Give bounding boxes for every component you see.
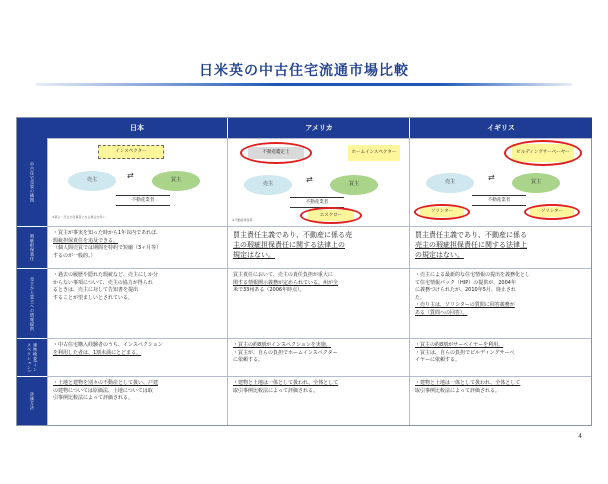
text-line: ・建物と土地は一体として扱われ、全体として [233,380,339,386]
seller-ellipse: 売主 [244,175,292,195]
text-line: を利用した者は、1割未満にとどまる。 [53,349,142,356]
text-line: 関する情報開示義務が定められている。州が全 [233,279,339,286]
comparison-table [16,117,592,426]
text-line: の建物については原価法、土地については取 [53,387,153,394]
exchange-arrow-icon: ⇄ [488,173,495,182]
text-line: るときは、売主に対して告知書を提出 [53,287,139,293]
text-line: ある（質問への回答）。 [415,309,468,316]
text-line: ・過去の履歴や隠れた瑕疵など、売主にしか分 [53,272,159,278]
row-label-inspection: 建物検査(インスペクション) [17,338,47,376]
agent-box: 不動産業者 [290,197,344,208]
diagram-uk [409,138,591,226]
text-line: て住宅情報パック（HIP）の提供が、2004年 [415,279,516,286]
text-line: することが望ましいとされている。 [53,294,134,301]
warranty-us [227,226,409,268]
exchange-arrow-icon: ⇄ [306,175,313,184]
header-corner [17,118,47,138]
appraiser-highlight [240,142,312,164]
inspection-uk [409,338,591,376]
disclosure-us [227,268,409,338]
text-line: ・売主による最新的な住宅情報の提出を義務化とし [415,272,531,278]
text-line: 買主責任において、売主の責任負担が重大に [233,272,333,278]
valuation-uk [409,376,591,425]
row-label-valuation: 評価方法 [17,376,47,425]
text-line: 買主責任主義であり、不動産に係る売 [233,231,352,239]
text-line: ・買主が、自らの負担でホームインスペクター [233,349,338,356]
seller-ellipse: 売主 [68,171,116,191]
page-number: 4 [578,433,582,440]
text-line: ・買主の約8割がインスペクションを実施。 [233,342,331,348]
text-line: ・買主が事実を知った時から1年以内であれば、 [53,230,162,236]
appraiser-box: 不動産鑑定士 [248,147,304,159]
text-line: からない事項について、売主の協力が得られ [53,279,153,286]
column-header-us: アメリカ [227,118,410,138]
text-line: ・建物と土地は一体として扱われ、全体として [415,380,521,386]
solicitor-right-box: ソリシター [530,207,574,217]
home-inspector-box: ホームインスペクター [348,145,400,161]
text-line: 瑕疵担保責任を追及できる。 [53,237,119,244]
text-line: 売主の瑕疵担保責任に関する法律上 [415,241,527,249]
solicitor-left-box: ソリシター [420,207,464,217]
buyer-ellipse: 買主 [330,175,378,195]
page-title: 日米英の中古住宅流通市場比較 [199,63,409,79]
text-line: 買主責任主義であり、不動産に係る [415,231,527,239]
warranty-uk [409,226,591,268]
text-line: ・買主の約8割がサーベイヤーを利用。 [415,342,504,348]
exchange-arrow-icon: ⇄ [127,171,134,180]
text-line: た。 [415,294,426,301]
text-line: （個人間売買では期間を特約で短縮（3ヶ月等） [53,245,162,251]
valuation-japan [47,376,227,425]
solicitor-right-highlight [524,204,580,220]
diagram-note: ※不動産業者等 [232,218,253,222]
diagram-note: ※買主・売主が当事者となる場合が多い [52,215,106,219]
row-label-disclosure: 売主から買主への情報提供 [17,268,47,338]
text-line: 規定はない。 [233,251,275,259]
text-line: 主の瑕疵担保責任に関する法律上の [233,241,345,249]
buyer-ellipse: 買主 [512,173,560,193]
text-line: ・土地と建物を別々の不動産として扱い、戸建 [53,380,159,386]
row-label-structure: 中古住宅売買の構図 [17,138,47,226]
disclosure-uk [409,268,591,338]
text-line: するのが一般的。） [53,252,96,259]
agent-box: 不動産業者 [116,195,170,206]
inspection-us [227,338,409,376]
diagram-us [227,138,409,226]
column-header-japan: 日本 [47,118,227,138]
escrow-highlight [300,207,362,224]
agent-box: 不動産業者 [472,195,526,206]
text-line: の規定はない。 [415,251,464,259]
seller-ellipse: 売主 [426,173,474,193]
text-line: 取引事例比較法によって評価される。 [415,387,501,394]
text-line: 米で33州ある（2006年時点）。 [233,287,305,293]
text-line: ・買主は、自らの負担でビルディングサーベ [415,349,515,356]
disclosure-japan [47,268,227,338]
inspection-japan [47,338,227,376]
surveyor-box: ビルディングサーベーヤー [512,144,574,162]
column-header-uk: イギリス [409,118,592,138]
row-label-warranty: 瑕疵担保責任 [17,226,47,268]
text-line: ・売り主は、ソリシターの質問に回答義務が [415,302,515,308]
valuation-us [227,376,409,425]
text-line: に義務づけられたが、2010年5月、廃止され [415,287,516,293]
text-line: 引事例比較法によって評価される。 [53,395,134,401]
title-underline [36,83,572,86]
warranty-japan [47,226,227,268]
text-line: ・中古住宅購入経験者のうち、インスペクション [53,342,163,348]
inspector-box: インスペクター [98,145,164,159]
escrow-box: エスクロー [308,210,354,221]
surveyor-highlight [504,140,582,166]
diagram-japan [47,138,227,226]
text-line: 取引事例比較法によって評価される。 [233,387,319,394]
text-line: イヤーに依頼する。 [415,357,461,363]
solicitor-left-highlight [414,204,470,220]
buyer-ellipse: 買主 [152,171,200,191]
text-line: に依頼する。 [233,357,264,363]
